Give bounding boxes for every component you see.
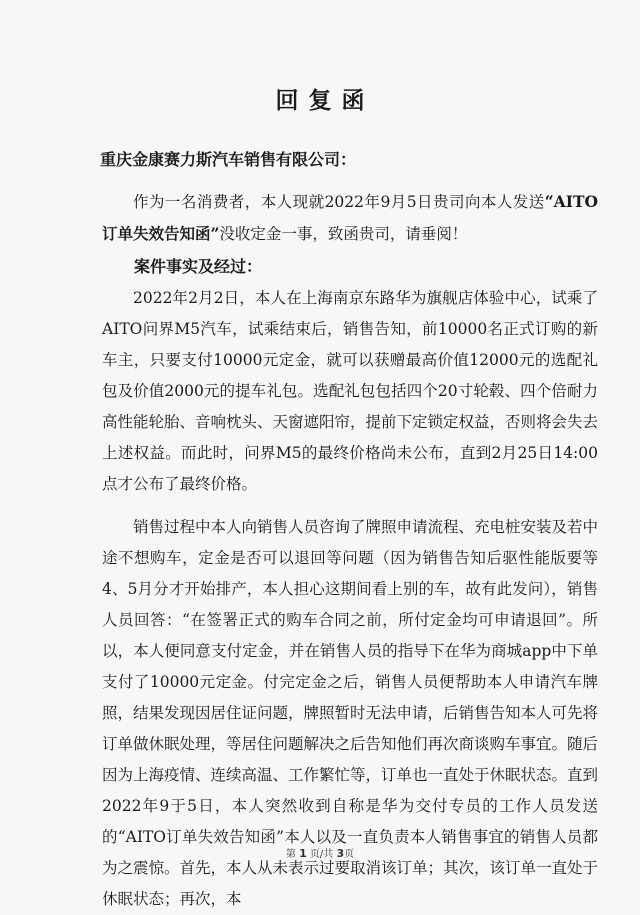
footer-prefix: 第	[285, 849, 296, 860]
intro-paragraph	[102, 186, 598, 250]
intro-text-before: 作为一名消费者，本人现就2022年9月5日贵司向本人发送	[133, 193, 545, 211]
body-paragraph-2: 销售过程中本人向销售人员咨询了牌照申请流程、充电桩安装及若中途不想购车，定金是否可以退回等问题（因为销售告知后驱性能版要等4、5月分才开始排产，本人担心这期间看上别的车，故有此发问），销售人员回答：“在签署正式的购车合同之前，所付定金均可申请退回”。所以，本人便同意支付定金，并在销售人员的指导下在华为商城app中下单支付了10000元定金。付完定金之后，销售人员便帮助本人申请汽车牌照，结果发现因居住证问题，牌照暂时无法申请，后销售告知本人可先将订单做休眠处理，等居住问题解决之后告知他们再次商谈购车事宜。随后因为上海疫情、连续高温、工作繁忙等，订单也一直处于休眠状态。直到2022年9于5日，本人突然收到自称是华为交付专员的工作人员发送的“AITO订单失效告知函”本人以及一直负责本人销售事宜的销售人员都为之震惊。首先，本人从未表示过要取消该订单；其次，该订单一直处于休眠状态；再次，本	[102, 518, 599, 908]
body-paragraph-1: 2022年2月2日，本人在上海南京东路华为旗舰店体验中心，试乘了AITO问界M5汽车，试乘结束后，销售告知，前10000名正式订购的新车主，只要支付10000元定金，就可以获赠最高价值12000元的选配礼包及价值2000元的提车礼包。选配礼包包括四个20寸轮毂、四个倍耐力高性能轮胎、音响枕头、天窗遮阳帘，提前下定锁定权益，否则将会失去上述权益。而此时，问界M5的最终价格尚未公布，直到2月25日14:00点才公布了最终价格。	[102, 289, 599, 493]
footer-total-pages: 3	[336, 847, 345, 860]
document-title: 回复函	[275, 87, 375, 114]
footer-middle: 页/共	[309, 849, 334, 860]
footer-suffix: 页	[344, 849, 355, 860]
page-footer	[0, 845, 640, 860]
addressee: 重庆金康赛力斯汽车销售有限公司：	[100, 150, 357, 169]
footer-current-page: 1	[299, 847, 307, 860]
intro-notice-title: “AITO订单失效告知函”	[102, 192, 598, 243]
section-heading: 案件事实及经过：	[134, 257, 263, 276]
intro-text-after: 没收定金一事，致函贵司，请垂阅！	[219, 225, 468, 243]
